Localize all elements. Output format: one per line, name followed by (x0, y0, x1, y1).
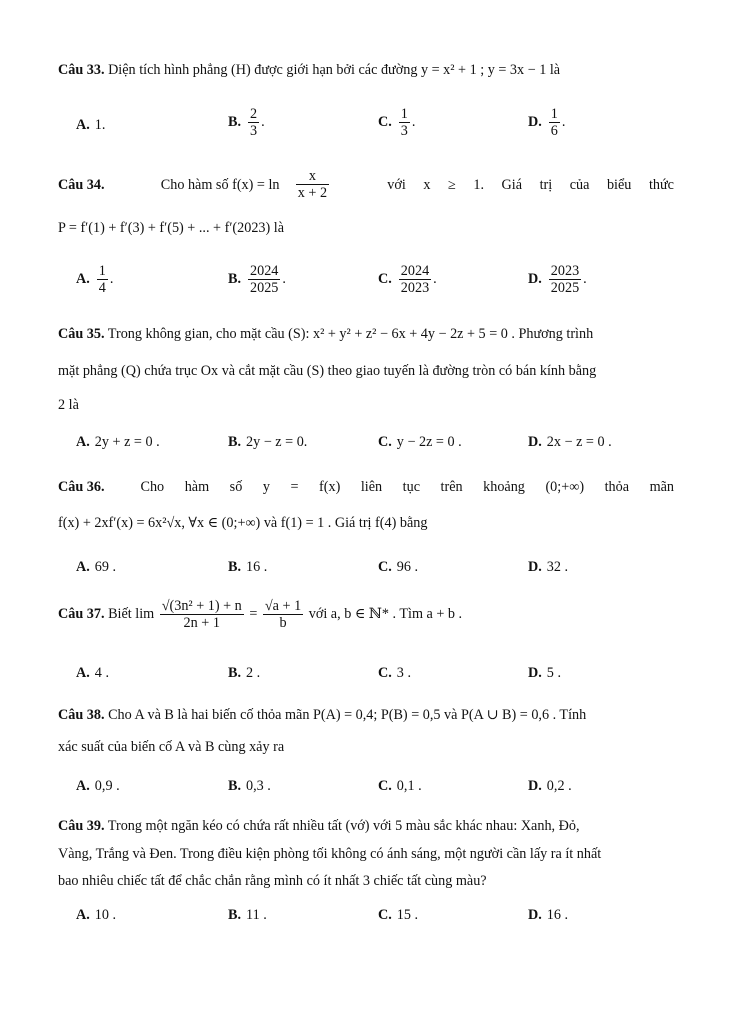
question-35 (58, 325, 674, 343)
option-label: D. (528, 907, 542, 923)
option-label: D. (528, 665, 542, 681)
option-value: 5 . (546, 665, 561, 681)
option-label: C. (378, 778, 392, 794)
option-value: 3 . (396, 665, 411, 681)
q38-option-c[interactable] (378, 777, 422, 795)
option-value: 32 . (546, 559, 569, 575)
option-label: C. (378, 434, 392, 450)
question-39 (58, 817, 674, 835)
option-value: y − 2z = 0 . (396, 434, 462, 450)
q33-option-a[interactable] (76, 116, 105, 134)
option-label: B. (228, 907, 242, 923)
question-39-line3: bao nhiêu chiếc tất để chắc chắn rằng mình có ít nhất 3 chiếc tất cùng màu? (58, 873, 487, 889)
option-label: A. (76, 117, 90, 133)
option-label: A. (76, 907, 90, 923)
question-36-line2: f(x) + 2xf′(x) = 6x²√x, ∀x ∈ (0;+∞) và f(1) = 1 . Giá trị f(4) bằng (58, 515, 428, 531)
q33-option-b[interactable]: B. $\frac{2}{3}$ . (228, 106, 265, 139)
option-label: C. (378, 907, 392, 923)
question-35-line3: 2 là (58, 397, 79, 413)
q37-option-d[interactable] (528, 664, 561, 682)
option-label: C. (378, 559, 392, 575)
question-38-line2: xác suất của biến cố A và B cùng xảy ra (58, 739, 285, 755)
option-label: D. (528, 434, 542, 450)
question-39-line2: Vàng, Trắng và Đen. Trong điều kiện phòng tối không có ánh sáng, một người cần lấy ra ít nhất (58, 846, 602, 862)
option-label: A. (76, 270, 90, 287)
fraction: $\frac{2023}{2025}$ (550, 263, 580, 296)
question-text: Cho A và B là hai biến cố thỏa mãn P(A) = 0,4; P(B) = 0,5 và P(A ∪ B) = 0,6 . Tính (104, 707, 587, 723)
option-label: A. (76, 665, 90, 681)
q38-option-b[interactable] (228, 777, 271, 795)
q33-option-c[interactable]: C. $\frac{1}{3}$ . (378, 106, 416, 139)
question-text: Trong không gian, cho mặt cầu (S): x² + y² + z² − 6x + 4y − 2z + 5 = 0 . Phương trình (104, 326, 594, 342)
q37-option-a[interactable] (76, 664, 109, 682)
option-label: B. (228, 270, 242, 287)
result-fraction: $\frac{√a + 1}{b}$ (264, 598, 302, 631)
fraction: $\frac{2024}{2025}$ (250, 263, 279, 296)
option-label: B. (228, 434, 242, 450)
q36-option-c[interactable] (378, 558, 418, 576)
q37-option-c[interactable] (378, 664, 411, 682)
q39-option-b[interactable] (228, 906, 267, 924)
option-label: B. (228, 665, 242, 681)
question-label: Câu 35. (58, 326, 105, 342)
question-34-line2: P = f′(1) + f′(3) + f′(5) + ... + f′(2023) là (58, 220, 285, 236)
option-label: D. (528, 113, 542, 130)
option-value: 11 . (246, 907, 267, 923)
question-text: Cho hàm số y = f(x) liên tục trên khoảng (0;+∞) thỏa mãn (140, 479, 674, 495)
option-value: 96 . (396, 559, 419, 575)
question-label: Câu 38. (58, 707, 105, 723)
fraction: $\frac{1}{6}$ (550, 106, 558, 139)
q35-option-a[interactable] (76, 433, 160, 451)
option-value: 2x − z = 0 . (546, 434, 612, 450)
option-value: 1. (94, 117, 106, 133)
fraction: $\frac{2024}{2023}$ (400, 263, 430, 296)
option-label: D. (528, 270, 542, 287)
option-label: A. (76, 778, 90, 794)
question-label: Câu 34. (58, 176, 105, 193)
q35-option-d[interactable] (528, 433, 612, 451)
question-label: Câu 33. (58, 62, 105, 78)
question-36 (58, 478, 674, 496)
fraction: $\frac{1}{4}$ (98, 263, 106, 296)
option-label: D. (528, 778, 542, 794)
question-34 (58, 168, 674, 201)
option-label: C. (378, 113, 392, 130)
q34-option-b[interactable]: B. $\frac{2024}{2025}$ . (228, 263, 286, 296)
question-text: Diện tích hình phẳng (H) được giới hạn bởi các đường y = x² + 1 ; y = 3x − 1 là (104, 62, 561, 78)
question-text-a: Biết lim (104, 605, 155, 622)
question-label: Câu 36. (58, 479, 105, 495)
option-value: 69 . (94, 559, 117, 575)
question-text-a: Cho hàm số f(x) = ln (160, 176, 280, 193)
q33-option-d[interactable]: D. $\frac{1}{6}$ . (528, 106, 566, 139)
option-value: 15 . (396, 907, 419, 923)
option-label: A. (76, 434, 90, 450)
q36-option-a[interactable] (76, 558, 116, 576)
question-33 (58, 61, 674, 79)
option-label: B. (228, 559, 242, 575)
q38-option-a[interactable] (76, 777, 120, 795)
option-value: 0,1 . (396, 778, 422, 794)
option-value: 2y + z = 0 . (94, 434, 160, 450)
question-37: Câu 37. Biết lim $\frac{\text{√(3n² + 1) + n}}{2n + 1}$ = $\frac{√a + 1}{b}$ với a, b ∈ ℕ* . Tìm a + b . (58, 598, 463, 631)
q39-option-a[interactable] (76, 906, 116, 924)
q36-option-d[interactable] (528, 558, 568, 576)
q37-option-b[interactable] (228, 664, 260, 682)
q35-option-b[interactable] (228, 433, 307, 451)
option-value: 16 . (546, 907, 569, 923)
option-label: A. (76, 559, 90, 575)
question-label: Câu 37. (58, 605, 105, 622)
option-value: 2y − z = 0. (246, 434, 308, 450)
question-label: Câu 39. (58, 818, 105, 834)
option-label: C. (378, 665, 392, 681)
q35-option-c[interactable] (378, 433, 462, 451)
question-text: Trong một ngăn kéo có chứa rất nhiều tất (vớ) với 5 màu sắc khác nhau: Xanh, Đỏ, (104, 818, 580, 834)
limit-fraction: $\frac{\text{√(3n² + 1) + n}}{2n + 1}$ (161, 598, 242, 631)
option-value: 0,3 . (246, 778, 271, 794)
q34-option-c[interactable]: C. $\frac{2024}{2023}$ . (378, 263, 437, 296)
q34-option-a[interactable]: A. $\frac{1}{4}$ . (76, 263, 114, 296)
q38-option-d[interactable] (528, 777, 572, 795)
option-value: 0,2 . (546, 778, 572, 794)
question-38 (58, 706, 674, 724)
option-value: 0,9 . (94, 778, 120, 794)
option-label: B. (228, 113, 242, 130)
q36-option-b[interactable] (228, 558, 267, 576)
fraction: $\frac{1}{3}$ (400, 106, 408, 139)
question-35-line2: mặt phẳng (Q) chứa trục Ox và cắt mặt cầu (S) theo giao tuyến là đường tròn có bán kính bằng (58, 363, 597, 379)
option-label: C. (378, 270, 392, 287)
q34-option-d[interactable]: D. $\frac{2023}{2025}$ . (528, 263, 587, 296)
option-value: 2 . (246, 665, 261, 681)
option-value: 10 . (94, 907, 117, 923)
option-value: 16 . (246, 559, 268, 575)
q39-option-c[interactable] (378, 906, 418, 924)
option-label: B. (228, 778, 242, 794)
question-text-b: với x ≥ 1. Giá trị của biểu thức (387, 176, 674, 193)
option-value: 4 . (94, 665, 109, 681)
fraction: $\frac{2}{3}$ (250, 106, 258, 139)
option-label: D. (528, 559, 542, 575)
q39-option-d[interactable] (528, 906, 568, 924)
fraction: $\frac{x}{x + 2}$ (297, 168, 328, 201)
question-text-b: với a, b ∈ ℕ* . Tìm a + b . (308, 605, 463, 622)
